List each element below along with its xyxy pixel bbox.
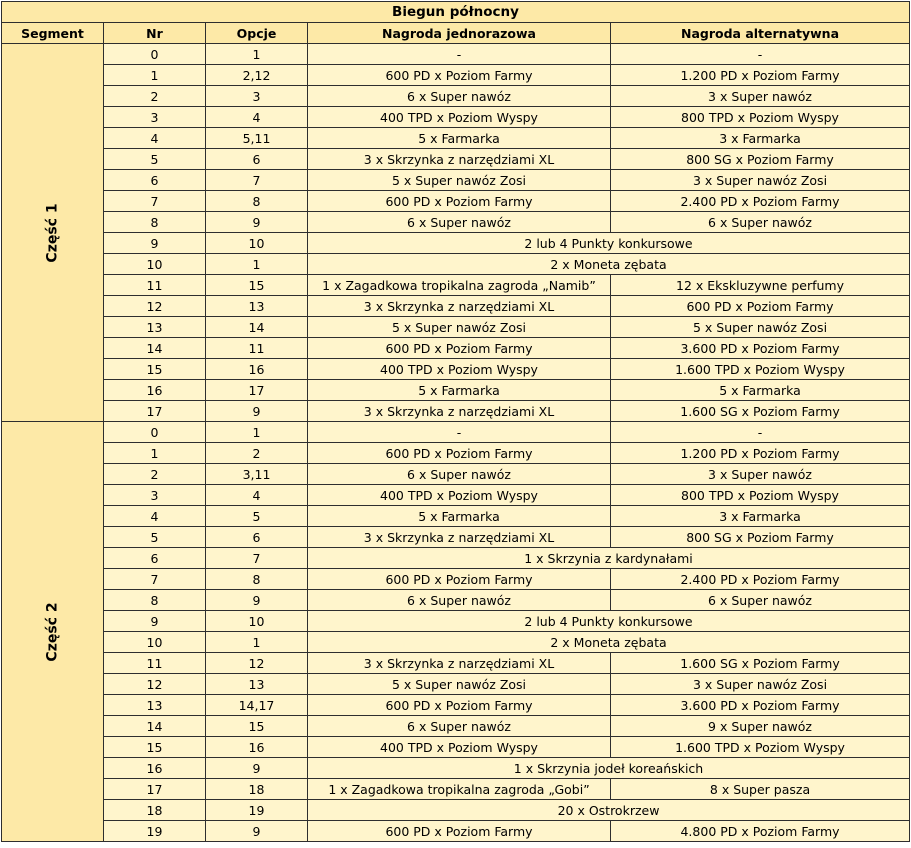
- alternative-reward-cell: 3.600 PD x Poziom Farmy: [611, 338, 910, 359]
- nr-cell: 11: [104, 653, 206, 674]
- one-time-reward-cell: 600 PD x Poziom Farmy: [308, 338, 611, 359]
- table-row: [2, 380, 910, 401]
- nr-cell: 3: [104, 485, 206, 506]
- one-time-reward-cell: 600 PD x Poziom Farmy: [308, 569, 611, 590]
- table-row: [2, 695, 910, 716]
- merged-reward-cell: 2 lub 4 Punkty konkursowe: [308, 611, 910, 632]
- table-row: [2, 611, 910, 632]
- table-row: [2, 359, 910, 380]
- options-cell: 16: [206, 359, 308, 380]
- nr-cell: 14: [104, 338, 206, 359]
- options-cell: 3,11: [206, 464, 308, 485]
- options-cell: 19: [206, 800, 308, 821]
- options-cell: 16: [206, 737, 308, 758]
- alternative-reward-cell: 3.600 PD x Poziom Farmy: [611, 695, 910, 716]
- nr-cell: 16: [104, 758, 206, 779]
- table-row: [2, 569, 910, 590]
- options-cell: 9: [206, 590, 308, 611]
- options-cell: 14,17: [206, 695, 308, 716]
- one-time-reward-cell: 1 x Zagadkowa tropikalna zagroda „Namib”: [308, 275, 611, 296]
- nr-cell: 19: [104, 821, 206, 842]
- options-cell: 7: [206, 170, 308, 191]
- options-cell: 9: [206, 401, 308, 422]
- alternative-reward-cell: -: [611, 44, 910, 65]
- options-cell: 17: [206, 380, 308, 401]
- alternative-reward-cell: 1.200 PD x Poziom Farmy: [611, 65, 910, 86]
- one-time-reward-cell: 6 x Super nawóz: [308, 716, 611, 737]
- one-time-reward-cell: 6 x Super nawóz: [308, 590, 611, 611]
- header-row: [2, 23, 910, 44]
- options-cell: 9: [206, 758, 308, 779]
- options-cell: 1: [206, 632, 308, 653]
- options-cell: 15: [206, 716, 308, 737]
- segment-cell: [2, 422, 104, 842]
- options-cell: 5,11: [206, 128, 308, 149]
- header-one-time: Nagroda jednorazowa: [308, 23, 611, 44]
- table-row: [2, 86, 910, 107]
- one-time-reward-cell: 5 x Super nawóz Zosi: [308, 317, 611, 338]
- one-time-reward-cell: 3 x Skrzynka z narzędziami XL: [308, 149, 611, 170]
- header-nr: Nr: [104, 23, 206, 44]
- nr-cell: 6: [104, 170, 206, 191]
- table-row: [2, 464, 910, 485]
- nr-cell: 13: [104, 695, 206, 716]
- options-cell: 6: [206, 527, 308, 548]
- merged-reward-cell: 2 x Moneta zębata: [308, 254, 910, 275]
- alternative-reward-cell: 800 SG x Poziom Farmy: [611, 527, 910, 548]
- nr-cell: 5: [104, 527, 206, 548]
- nr-cell: 9: [104, 233, 206, 254]
- options-cell: 1: [206, 44, 308, 65]
- alternative-reward-cell: 3 x Farmarka: [611, 506, 910, 527]
- alternative-reward-cell: 12 x Ekskluzywne perfumy: [611, 275, 910, 296]
- table-row: [2, 758, 910, 779]
- merged-reward-cell: 2 lub 4 Punkty konkursowe: [308, 233, 910, 254]
- table-row: [2, 737, 910, 758]
- table-row: [2, 212, 910, 233]
- table-row: [2, 674, 910, 695]
- options-cell: 9: [206, 212, 308, 233]
- options-cell: 4: [206, 107, 308, 128]
- header-alternative: Nagroda alternatywna: [611, 23, 910, 44]
- options-cell: 18: [206, 779, 308, 800]
- table-row: [2, 338, 910, 359]
- table-row: [2, 485, 910, 506]
- table-row: [2, 506, 910, 527]
- nr-cell: 17: [104, 401, 206, 422]
- table-title: Biegun północny: [2, 2, 910, 23]
- table-row: [2, 422, 910, 443]
- alternative-reward-cell: 6 x Super nawóz: [611, 590, 910, 611]
- nr-cell: 10: [104, 254, 206, 275]
- options-cell: 2: [206, 443, 308, 464]
- options-cell: 8: [206, 569, 308, 590]
- reward-table: [1, 1, 910, 842]
- nr-cell: 8: [104, 590, 206, 611]
- table-row: [2, 44, 910, 65]
- one-time-reward-cell: 3 x Skrzynka z narzędziami XL: [308, 296, 611, 317]
- alternative-reward-cell: 9 x Super nawóz: [611, 716, 910, 737]
- one-time-reward-cell: 5 x Super nawóz Zosi: [308, 674, 611, 695]
- table-row: [2, 170, 910, 191]
- alternative-reward-cell: 8 x Super pasza: [611, 779, 910, 800]
- one-time-reward-cell: 400 TPD x Poziom Wyspy: [308, 107, 611, 128]
- options-cell: 7: [206, 548, 308, 569]
- options-cell: 1: [206, 422, 308, 443]
- nr-cell: 18: [104, 800, 206, 821]
- merged-reward-cell: 2 x Moneta zębata: [308, 632, 910, 653]
- one-time-reward-cell: 5 x Farmarka: [308, 506, 611, 527]
- one-time-reward-cell: 1 x Zagadkowa tropikalna zagroda „Gobi”: [308, 779, 611, 800]
- nr-cell: 15: [104, 737, 206, 758]
- nr-cell: 7: [104, 191, 206, 212]
- one-time-reward-cell: 400 TPD x Poziom Wyspy: [308, 737, 611, 758]
- nr-cell: 12: [104, 296, 206, 317]
- table-row: [2, 821, 910, 842]
- alternative-reward-cell: 800 TPD x Poziom Wyspy: [611, 107, 910, 128]
- options-cell: 15: [206, 275, 308, 296]
- options-cell: 12: [206, 653, 308, 674]
- one-time-reward-cell: 600 PD x Poziom Farmy: [308, 821, 611, 842]
- table-row: [2, 233, 910, 254]
- nr-cell: 0: [104, 422, 206, 443]
- segment-label: Część 2: [44, 601, 61, 662]
- one-time-reward-cell: 3 x Skrzynka z narzędziami XL: [308, 401, 611, 422]
- alternative-reward-cell: 5 x Super nawóz Zosi: [611, 317, 910, 338]
- table-row: [2, 653, 910, 674]
- one-time-reward-cell: 5 x Farmarka: [308, 128, 611, 149]
- nr-cell: 5: [104, 149, 206, 170]
- merged-reward-cell: 1 x Skrzynia z kardynałami: [308, 548, 910, 569]
- one-time-reward-cell: 5 x Super nawóz Zosi: [308, 170, 611, 191]
- table-row: [2, 401, 910, 422]
- table-row: [2, 527, 910, 548]
- one-time-reward-cell: 6 x Super nawóz: [308, 212, 611, 233]
- alternative-reward-cell: 1.600 SG x Poziom Farmy: [611, 653, 910, 674]
- table-row: [2, 443, 910, 464]
- nr-cell: 2: [104, 86, 206, 107]
- one-time-reward-cell: -: [308, 44, 611, 65]
- nr-cell: 1: [104, 443, 206, 464]
- table-row: [2, 275, 910, 296]
- alternative-reward-cell: 800 SG x Poziom Farmy: [611, 149, 910, 170]
- options-cell: 6: [206, 149, 308, 170]
- one-time-reward-cell: 3 x Skrzynka z narzędziami XL: [308, 527, 611, 548]
- segment-cell: [2, 44, 104, 422]
- nr-cell: 12: [104, 674, 206, 695]
- table-body: [2, 44, 910, 842]
- nr-cell: 14: [104, 716, 206, 737]
- options-cell: 13: [206, 296, 308, 317]
- alternative-reward-cell: 1.200 PD x Poziom Farmy: [611, 443, 910, 464]
- one-time-reward-cell: 3 x Skrzynka z narzędziami XL: [308, 653, 611, 674]
- nr-cell: 0: [104, 44, 206, 65]
- options-cell: 8: [206, 191, 308, 212]
- header-options: Opcje: [206, 23, 308, 44]
- alternative-reward-cell: 1.600 TPD x Poziom Wyspy: [611, 359, 910, 380]
- alternative-reward-cell: 3 x Super nawóz Zosi: [611, 674, 910, 695]
- segment-label: Część 1: [44, 202, 61, 263]
- one-time-reward-cell: 600 PD x Poziom Farmy: [308, 695, 611, 716]
- nr-cell: 1: [104, 65, 206, 86]
- table-row: [2, 632, 910, 653]
- options-cell: 10: [206, 233, 308, 254]
- options-cell: 3: [206, 86, 308, 107]
- options-cell: 13: [206, 674, 308, 695]
- nr-cell: 17: [104, 779, 206, 800]
- alternative-reward-cell: 1.600 TPD x Poziom Wyspy: [611, 737, 910, 758]
- table-row: [2, 149, 910, 170]
- title-row: [2, 2, 910, 23]
- table-row: [2, 800, 910, 821]
- one-time-reward-cell: 600 PD x Poziom Farmy: [308, 65, 611, 86]
- options-cell: 11: [206, 338, 308, 359]
- nr-cell: 10: [104, 632, 206, 653]
- header-segment: Segment: [2, 23, 104, 44]
- table-row: [2, 590, 910, 611]
- nr-cell: 7: [104, 569, 206, 590]
- table-row: [2, 191, 910, 212]
- options-cell: 5: [206, 506, 308, 527]
- table-row: [2, 65, 910, 86]
- table-row: [2, 548, 910, 569]
- table-row: [2, 296, 910, 317]
- one-time-reward-cell: 600 PD x Poziom Farmy: [308, 443, 611, 464]
- table-row: [2, 779, 910, 800]
- options-cell: 14: [206, 317, 308, 338]
- alternative-reward-cell: 2.400 PD x Poziom Farmy: [611, 569, 910, 590]
- nr-cell: 6: [104, 548, 206, 569]
- alternative-reward-cell: 3 x Super nawóz: [611, 86, 910, 107]
- alternative-reward-cell: 3 x Farmarka: [611, 128, 910, 149]
- one-time-reward-cell: 400 TPD x Poziom Wyspy: [308, 485, 611, 506]
- table-row: [2, 128, 910, 149]
- one-time-reward-cell: 400 TPD x Poziom Wyspy: [308, 359, 611, 380]
- options-cell: 10: [206, 611, 308, 632]
- nr-cell: 13: [104, 317, 206, 338]
- alternative-reward-cell: 1.600 SG x Poziom Farmy: [611, 401, 910, 422]
- nr-cell: 3: [104, 107, 206, 128]
- alternative-reward-cell: 6 x Super nawóz: [611, 212, 910, 233]
- table-row: [2, 716, 910, 737]
- table-row: [2, 317, 910, 338]
- table-row: [2, 107, 910, 128]
- nr-cell: 11: [104, 275, 206, 296]
- alternative-reward-cell: 5 x Farmarka: [611, 380, 910, 401]
- nr-cell: 8: [104, 212, 206, 233]
- options-cell: 9: [206, 821, 308, 842]
- merged-reward-cell: 1 x Skrzynia jodeł koreańskich: [308, 758, 910, 779]
- nr-cell: 4: [104, 506, 206, 527]
- one-time-reward-cell: 5 x Farmarka: [308, 380, 611, 401]
- nr-cell: 2: [104, 464, 206, 485]
- nr-cell: 15: [104, 359, 206, 380]
- alternative-reward-cell: 4.800 PD x Poziom Farmy: [611, 821, 910, 842]
- one-time-reward-cell: 600 PD x Poziom Farmy: [308, 191, 611, 212]
- alternative-reward-cell: 3 x Super nawóz Zosi: [611, 170, 910, 191]
- one-time-reward-cell: -: [308, 422, 611, 443]
- nr-cell: 4: [104, 128, 206, 149]
- alternative-reward-cell: 2.400 PD x Poziom Farmy: [611, 191, 910, 212]
- one-time-reward-cell: 6 x Super nawóz: [308, 86, 611, 107]
- options-cell: 4: [206, 485, 308, 506]
- one-time-reward-cell: 6 x Super nawóz: [308, 464, 611, 485]
- alternative-reward-cell: 3 x Super nawóz: [611, 464, 910, 485]
- nr-cell: 16: [104, 380, 206, 401]
- alternative-reward-cell: 600 PD x Poziom Farmy: [611, 296, 910, 317]
- options-cell: 1: [206, 254, 308, 275]
- alternative-reward-cell: 800 TPD x Poziom Wyspy: [611, 485, 910, 506]
- options-cell: 2,12: [206, 65, 308, 86]
- alternative-reward-cell: -: [611, 422, 910, 443]
- table-row: [2, 254, 910, 275]
- nr-cell: 9: [104, 611, 206, 632]
- merged-reward-cell: 20 x Ostrokrzew: [308, 800, 910, 821]
